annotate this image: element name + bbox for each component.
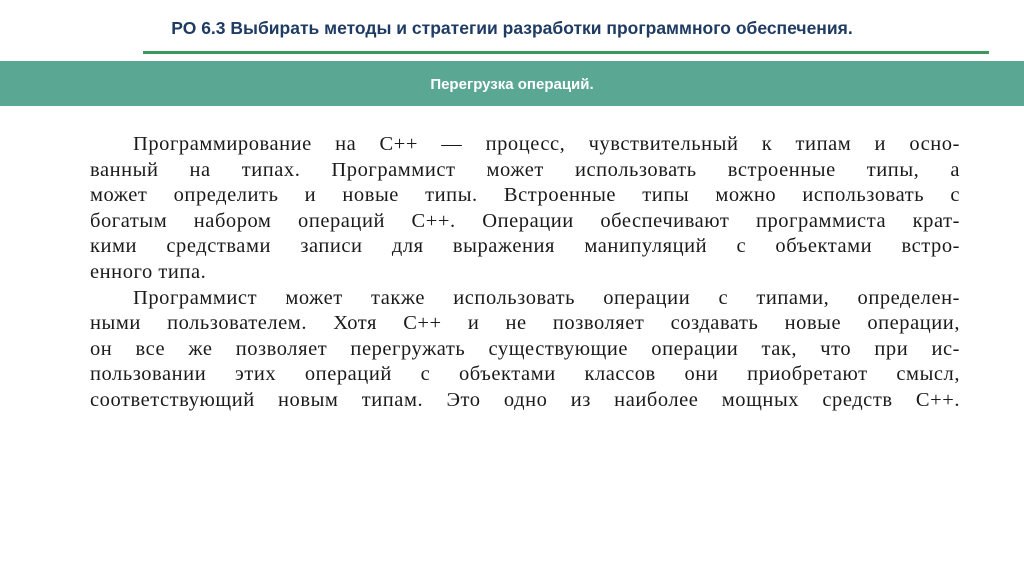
text-line: соответствующий новым типам. Это одно из наиболее мощных средств С++. xyxy=(90,388,960,411)
slide-title: РО 6.3 Выбирать методы и стратегии разработки программного обеспечения. xyxy=(171,18,853,38)
text-line: кими средствами записи для выражения манипуляций с объектами встро- xyxy=(90,235,960,258)
text-line: богатым набором операций С++. Операции обеспечивают программиста крат- xyxy=(90,209,960,232)
text-line: он все же позволяет перегружать существующие операции так, что при ис- xyxy=(90,337,960,360)
body-text-scan xyxy=(90,132,960,414)
text-line: ванный на типах. Программист может использовать встроенные типы, а xyxy=(90,158,960,181)
text-line: Программист может также использовать операции с типами, определен- xyxy=(133,286,960,309)
title-underline-divider xyxy=(143,51,989,54)
paragraph-1 xyxy=(90,132,960,286)
text-line: енного типа. xyxy=(90,260,207,283)
text-line: ными пользователем. Хотя С++ и не позволяет создавать новые операции, xyxy=(90,312,960,335)
text-line: Программирование на С++ — процесс, чувствительный к типам и осно- xyxy=(133,133,960,155)
text-line: пользовании этих операций с объектами классов они приобретают смысл, xyxy=(90,363,960,386)
text-line: может определить и новые типы. Встроенные типы можно использовать с xyxy=(90,184,960,207)
subtitle-heading: Перегрузка операций. xyxy=(430,76,594,93)
paragraph-2 xyxy=(90,286,960,414)
